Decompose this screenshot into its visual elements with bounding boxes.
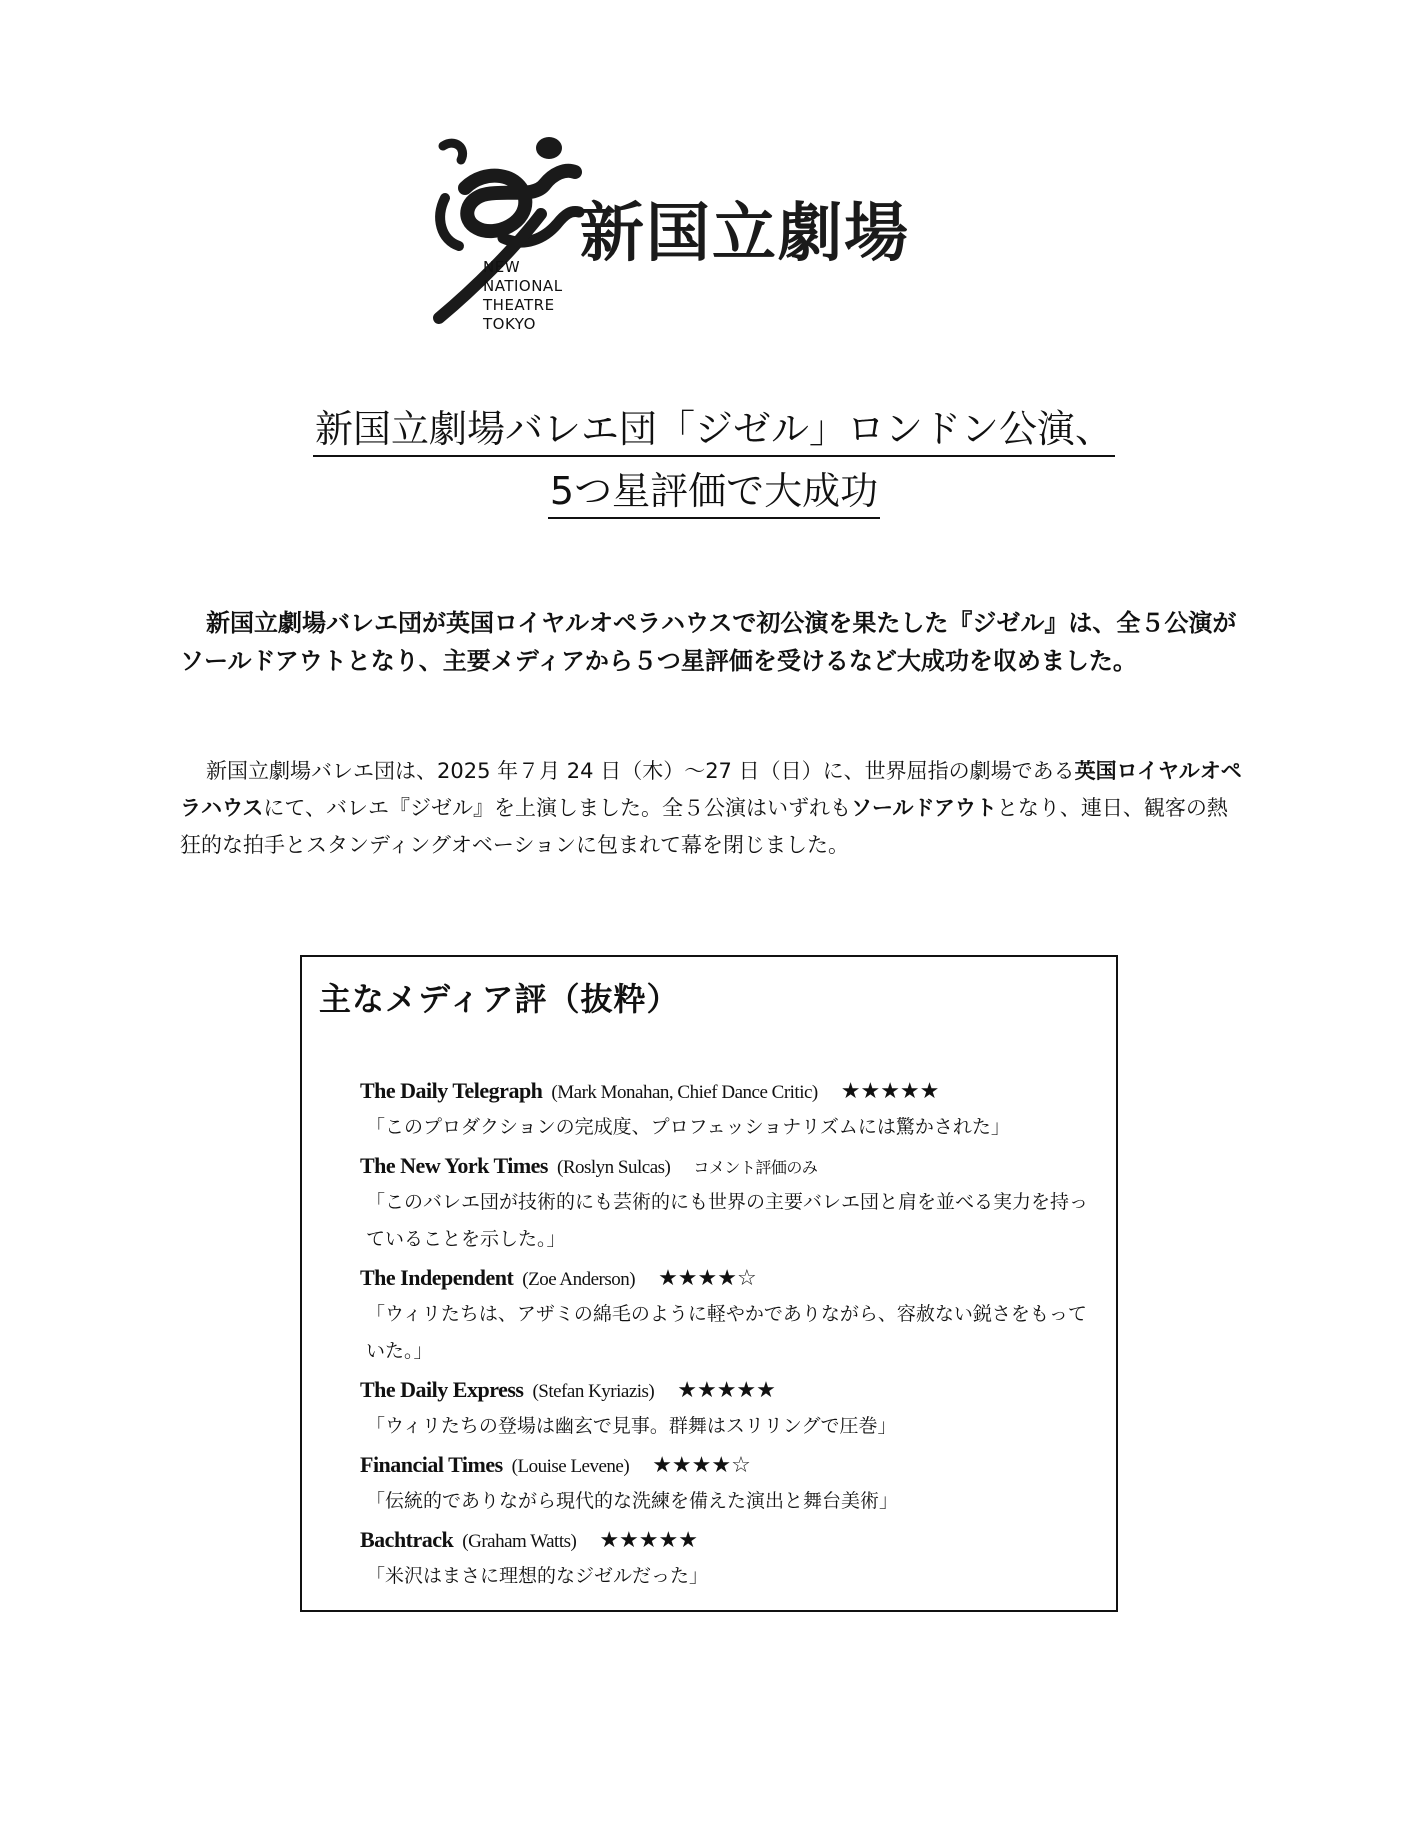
review-outlet: The New York Times [360,1153,548,1178]
star-rating: ★★★★★ [840,1079,940,1104]
review-item [360,1075,1100,1146]
headline-line-1: 新国立劇場バレエ団「ジゼル」ロンドン公演、 [313,405,1115,457]
review-header [360,1449,1100,1483]
review-quote: 「このプロダクションの完成度、プロフェッショナリズムには驚かされた」 [366,1116,1010,1138]
review-item [360,1524,1100,1595]
review-quote: 「米沢はまさに理想的なジゼルだった」 [366,1565,709,1587]
review-note: コメント評価のみ [693,1158,818,1177]
theatre-logo [425,128,945,338]
review-critic: (Roslyn Sulcas) [557,1157,671,1178]
logo-english-name [483,258,563,334]
review-item [360,1449,1100,1520]
body-bold-text: 英国ロイヤルオペラハウス [180,759,1242,820]
logo-line: NATIONAL [483,277,563,295]
headline-line-2: 5つ星評価で大成功 [548,467,880,519]
body-text: 新国立劇場バレエ団は、2025 年７月 24 日（木）～27 日（日）に、世界屈指の劇場である [206,759,1075,783]
body-paragraph [180,753,1245,864]
body-bold-text: ソールドアウト [850,796,997,820]
review-header [360,1524,1100,1558]
logo-line: NEW [483,258,521,276]
review-outlet: The Daily Telegraph [360,1078,543,1103]
review-item [360,1262,1100,1370]
review-outlet: Bachtrack [360,1527,454,1552]
body-text: となり、連日、観客の熱狂的な拍手とスタンディングオベーションに包まれて幕を閉じました。 [180,796,1228,857]
review-quote: 「ウィリたちは、アザミの綿毛のように軽やかでありながら、容赦ない鋭さをもっていた。」 [366,1303,1087,1362]
lead-paragraph: 新国立劇場バレエ団が英国ロイヤルオペラハウスで初公演を果たした『ジゼル』は、全５公演がソールドアウトとなり、主要メディアから５つ星評価を受けるなど大成功を収めました。 [180,609,1237,675]
star-rating: ★★★★★ [677,1378,776,1403]
review-item [360,1374,1100,1445]
review-critic: (Graham Watts) [462,1531,577,1552]
review-header [360,1262,1100,1296]
logo-line: TOKYO [483,315,536,333]
review-outlet: The Daily Express [360,1377,524,1402]
review-quote: 「このバレエ団が技術的にも芸術的にも世界の主要バレエ団と肩を並べる実力を持っていることを示した。」 [366,1191,1089,1250]
review-header [360,1374,1100,1408]
star-rating: ★★★★☆ [658,1266,757,1291]
logo-line: THEATRE [483,296,555,314]
star-rating: ★★★★★ [599,1528,698,1553]
review-critic: (Mark Monahan, Chief Dance Critic) [551,1082,818,1103]
review-outlet: Financial Times [360,1452,503,1477]
review-outlet: The Independent [360,1265,514,1290]
review-header [360,1150,1100,1184]
review-critic: (Stefan Kyriazis) [532,1381,655,1402]
reviews-title: 主なメディア評（抜粋） [319,980,680,1018]
review-critic: (Louise Levene) [511,1456,630,1477]
body-text: にて、バレエ『ジゼル』を上演しました。全５公演はいずれも [263,796,851,820]
review-quote: 「伝統的でありながら現代的な洗練を備えた演出と舞台美術」 [366,1490,899,1512]
star-rating: ★★★★☆ [652,1453,751,1478]
logo-japanese-name: 新国立劇場 [580,196,910,271]
reviews-list [360,1075,1100,1599]
review-quote: 「ウィリたちの登場は幽玄で見事。群舞はスリリングで圧巻」 [366,1415,897,1437]
review-critic: (Zoe Anderson) [522,1269,636,1290]
media-reviews-box [300,955,1118,1612]
review-item [360,1150,1100,1258]
headline [0,405,1428,519]
review-header [360,1075,1100,1109]
